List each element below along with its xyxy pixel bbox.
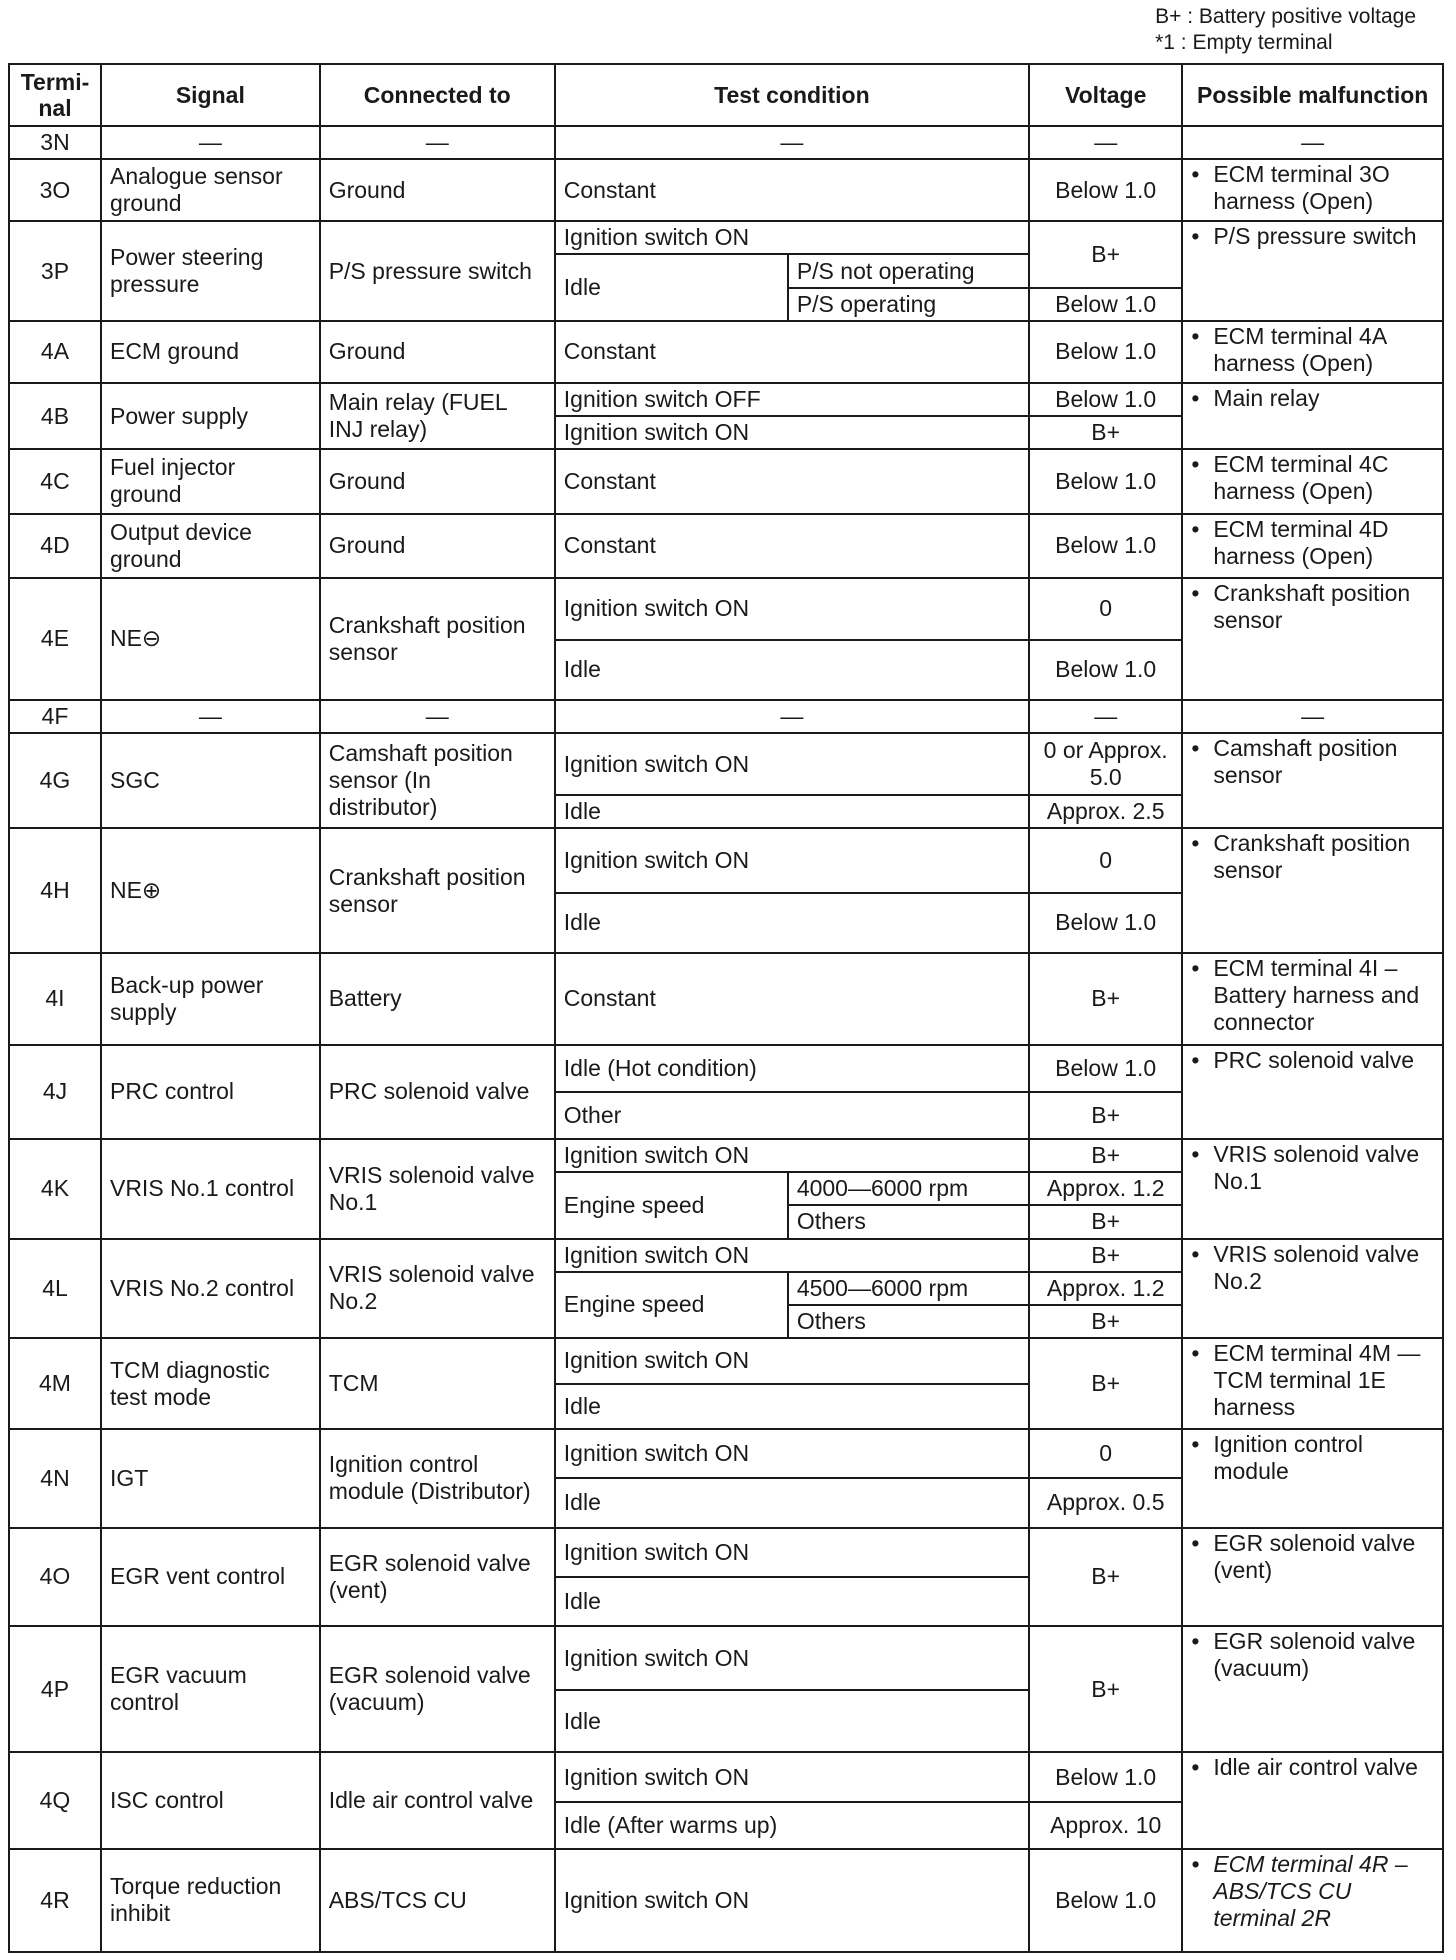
voltage-cell: B+ [1029, 1205, 1182, 1238]
voltage-cell: Below 1.0 [1029, 514, 1182, 578]
bullet-marker: • [1191, 1529, 1200, 1556]
malfunction-text: ECM terminal 4M — TCM terminal 1E harness [1213, 1340, 1421, 1421]
condition-cell: Ignition switch ON [555, 1139, 1029, 1172]
malfunction-text: PRC solenoid valve [1213, 1046, 1415, 1073]
malfunction-text: Idle air control valve [1213, 1754, 1418, 1781]
voltage-cell: B+ [1029, 1305, 1182, 1338]
bullet-marker: • [1191, 1628, 1200, 1655]
condition-cell: Engine speed [555, 1172, 788, 1238]
condition-cell: Ignition switch ON [555, 578, 1029, 640]
connected-cell: Idle air control valve [320, 1752, 555, 1848]
malfunction-text: VRIS solenoid valve No.2 [1213, 1240, 1420, 1294]
voltage-cell: B+ [1029, 953, 1182, 1045]
connected-cell: Ground [320, 159, 555, 221]
signal-cell: VRIS No.1 control [101, 1139, 320, 1239]
malfunction-cell [1182, 1752, 1443, 1848]
malfunction-cell [1182, 1045, 1443, 1139]
empty-dash: — [1029, 126, 1182, 159]
bullet-marker: • [1191, 384, 1200, 411]
header-possible-malfunction: Possible malfunction [1182, 64, 1443, 126]
table-row [9, 578, 1443, 640]
table-row [9, 1849, 1443, 1952]
signal-cell: Power supply [101, 383, 320, 449]
signal-cell: EGR vent control [101, 1528, 320, 1627]
condition-cell: Other [555, 1092, 1029, 1139]
signal-cell: Power steering pressure [101, 221, 320, 321]
header-row [9, 64, 1443, 126]
connected-cell: Ground [320, 321, 555, 383]
bullet-marker: • [1191, 1754, 1200, 1781]
condition-cell: Ignition switch ON [555, 1626, 1029, 1690]
bullet-marker: • [1191, 1046, 1200, 1073]
signal-cell: ISC control [101, 1752, 320, 1848]
signal-cell: TCM diagnostic test mode [101, 1338, 320, 1429]
terminal-cell: 4I [9, 953, 101, 1045]
condition-cell: Idle [555, 893, 1029, 953]
condition-cell: Ignition switch ON [555, 221, 1029, 254]
bullet-marker: • [1191, 1431, 1200, 1458]
signal-cell: NE⊖ [101, 578, 320, 700]
voltage-cell: 0 or Approx. 5.0 [1029, 733, 1182, 795]
malfunction-text: Camshaft position sensor [1213, 735, 1398, 789]
signal-cell: SGC [101, 733, 320, 828]
sub-condition-cell: 4000—6000 rpm [788, 1172, 1029, 1205]
connected-cell: Crankshaft position sensor [320, 828, 555, 952]
empty-dash: — [555, 700, 1029, 733]
legend-empty-terminal: *1 : Empty terminal [1155, 31, 1333, 54]
connected-cell: EGR solenoid valve (vent) [320, 1528, 555, 1627]
condition-cell: Ignition switch ON [555, 733, 1029, 795]
terminal-cell: 4H [9, 828, 101, 952]
condition-cell: Constant [555, 449, 1029, 513]
condition-cell: Idle [555, 1478, 1029, 1527]
bullet-marker: • [1191, 735, 1200, 762]
voltage-cell: B+ [1029, 1239, 1182, 1272]
connected-cell: ABS/TCS CU [320, 1849, 555, 1952]
voltage-cell: Below 1.0 [1029, 159, 1182, 221]
voltage-cell: B+ [1029, 1338, 1182, 1429]
malfunction-cell [1182, 1849, 1443, 1952]
malfunction-text: EGR solenoid valve (vent) [1213, 1529, 1416, 1583]
terminal-cell: 4A [9, 321, 101, 383]
terminal-cell: 4C [9, 449, 101, 513]
connected-cell: PRC solenoid valve [320, 1045, 555, 1139]
bullet-marker: • [1191, 322, 1200, 349]
terminal-cell: 4P [9, 1626, 101, 1752]
connected-cell: Ground [320, 449, 555, 513]
bullet-marker: • [1191, 1850, 1200, 1877]
voltage-cell: Approx. 10 [1029, 1802, 1182, 1849]
terminal-cell: 4J [9, 1045, 101, 1139]
terminal-cell: 4F [9, 700, 101, 733]
connected-cell: EGR solenoid valve (vacuum) [320, 1626, 555, 1752]
malfunction-cell [1182, 514, 1443, 578]
table-row [9, 1045, 1443, 1092]
empty-dash: — [320, 700, 555, 733]
bullet-marker: • [1191, 1340, 1200, 1367]
malfunction-cell [1182, 1338, 1443, 1429]
empty-dash: — [101, 700, 320, 733]
empty-dash: — [320, 126, 555, 159]
voltage-cell: Below 1.0 [1029, 1752, 1182, 1801]
legend-battery: B+ : Battery positive voltage [1155, 5, 1416, 28]
header-terminal: Termi-nal [9, 64, 101, 126]
bullet-marker: • [1191, 954, 1200, 981]
malfunction-cell [1182, 159, 1443, 221]
table-row [9, 1139, 1443, 1172]
condition-cell: Ignition switch ON [555, 1528, 1029, 1577]
malfunction-text: ECM terminal 4A harness (Open) [1213, 322, 1386, 376]
signal-cell: Back-up power supply [101, 953, 320, 1045]
bullet-marker: • [1191, 1240, 1200, 1267]
connected-cell: Battery [320, 953, 555, 1045]
terminal-cell: 4O [9, 1528, 101, 1627]
voltage-cell: Approx. 1.2 [1029, 1272, 1182, 1305]
ecm-terminal-table [8, 63, 1444, 1953]
empty-dash: — [1182, 700, 1443, 733]
terminal-cell: 4R [9, 1849, 101, 1952]
voltage-cell: Approx. 2.5 [1029, 795, 1182, 828]
condition-cell: Idle [555, 1577, 1029, 1626]
voltage-cell: B+ [1029, 1139, 1182, 1172]
voltage-cell: B+ [1029, 416, 1182, 449]
empty-dash: — [555, 126, 1029, 159]
condition-cell: Constant [555, 321, 1029, 383]
sub-condition-cell: Others [788, 1205, 1029, 1238]
table-row [9, 1429, 1443, 1478]
connected-cell: Ignition control module (Distributor) [320, 1429, 555, 1528]
connected-cell: VRIS solenoid valve No.1 [320, 1139, 555, 1239]
terminal-cell: 4M [9, 1338, 101, 1429]
table-row [9, 321, 1443, 383]
sub-condition-cell: 4500—6000 rpm [788, 1272, 1029, 1305]
malfunction-text: VRIS solenoid valve No.1 [1213, 1140, 1420, 1194]
table-row [9, 383, 1443, 416]
malfunction-text: ECM terminal 4R – ABS/TCS CU terminal 2R [1213, 1850, 1408, 1931]
table-row [9, 1752, 1443, 1801]
malfunction-cell [1182, 321, 1443, 383]
condition-cell: Ignition switch ON [555, 1338, 1029, 1384]
connected-cell: Crankshaft position sensor [320, 578, 555, 700]
signal-cell: Fuel injector ground [101, 449, 320, 513]
bullet-marker: • [1191, 223, 1200, 250]
sub-condition-cell: P/S not operating [788, 254, 1029, 287]
table-row [9, 221, 1443, 254]
connected-cell: Camshaft position sensor (In distributor) [320, 733, 555, 828]
malfunction-text: P/S pressure switch [1213, 223, 1417, 250]
malfunction-cell [1182, 221, 1443, 321]
sub-condition-cell: Others [788, 1305, 1029, 1338]
bullet-marker: • [1191, 515, 1200, 542]
connected-cell: Main relay (FUEL INJ relay) [320, 383, 555, 449]
malfunction-cell [1182, 733, 1443, 828]
legend [1155, 4, 1416, 56]
header-voltage: Voltage [1029, 64, 1182, 126]
voltage-cell: 0 [1029, 578, 1182, 640]
signal-cell: VRIS No.2 control [101, 1239, 320, 1339]
condition-cell: Engine speed [555, 1272, 788, 1338]
header-connected-to: Connected to [320, 64, 555, 126]
malfunction-cell [1182, 1139, 1443, 1239]
voltage-cell: Below 1.0 [1029, 1849, 1182, 1952]
table-row [9, 159, 1443, 221]
condition-cell: Idle [555, 254, 788, 320]
terminal-cell: 3P [9, 221, 101, 321]
empty-dash: — [1182, 126, 1443, 159]
table-row [9, 514, 1443, 578]
table-row [9, 828, 1443, 892]
voltage-cell: Approx. 0.5 [1029, 1478, 1182, 1527]
malfunction-cell [1182, 578, 1443, 700]
voltage-cell: Below 1.0 [1029, 1045, 1182, 1092]
malfunction-text: Crankshaft position sensor [1213, 579, 1411, 633]
condition-cell: Idle (Hot condition) [555, 1045, 1029, 1092]
table-row [9, 449, 1443, 513]
signal-cell: Analogue sensor ground [101, 159, 320, 221]
table-row [9, 733, 1443, 795]
signal-cell: IGT [101, 1429, 320, 1528]
bullet-marker: • [1191, 830, 1200, 857]
terminal-cell: 4D [9, 514, 101, 578]
malfunction-text: Ignition control module [1213, 1431, 1363, 1485]
malfunction-cell [1182, 383, 1443, 449]
malfunction-text: Crankshaft position sensor [1213, 830, 1411, 884]
empty-dash: — [1029, 700, 1182, 733]
condition-cell: Idle [555, 1690, 1029, 1752]
header-test-condition: Test condition [555, 64, 1029, 126]
malfunction-cell [1182, 953, 1443, 1045]
terminal-cell: 4N [9, 1429, 101, 1528]
terminal-cell: 4L [9, 1239, 101, 1339]
connected-cell: TCM [320, 1338, 555, 1429]
terminal-cell: 4E [9, 578, 101, 700]
voltage-cell: Below 1.0 [1029, 449, 1182, 513]
condition-cell: Idle [555, 795, 1029, 828]
malfunction-text: ECM terminal 4D harness (Open) [1213, 515, 1389, 569]
terminal-cell: 4B [9, 383, 101, 449]
terminal-cell: 4K [9, 1139, 101, 1239]
table-row [9, 126, 1443, 159]
voltage-cell: 0 [1029, 1429, 1182, 1478]
bullet-marker: • [1191, 451, 1200, 478]
condition-cell: Ignition switch OFF [555, 383, 1029, 416]
condition-cell: Ignition switch ON [555, 828, 1029, 892]
condition-cell: Ignition switch ON [555, 1849, 1029, 1952]
voltage-cell: B+ [1029, 1092, 1182, 1139]
signal-cell: EGR vacuum control [101, 1626, 320, 1752]
sub-condition-cell: P/S operating [788, 288, 1029, 321]
condition-cell: Idle (After warms up) [555, 1802, 1029, 1849]
bullet-marker: • [1191, 1140, 1200, 1167]
signal-cell: PRC control [101, 1045, 320, 1139]
voltage-cell: Below 1.0 [1029, 288, 1182, 321]
terminal-cell: 3N [9, 126, 101, 159]
table-row [9, 1239, 1443, 1272]
voltage-cell: Below 1.0 [1029, 640, 1182, 700]
malfunction-text: Main relay [1213, 384, 1320, 411]
empty-dash: — [101, 126, 320, 159]
table-row [9, 700, 1443, 733]
terminal-cell: 4Q [9, 1752, 101, 1848]
condition-cell: Ignition switch ON [555, 416, 1029, 449]
voltage-cell: 0 [1029, 828, 1182, 892]
malfunction-text: ECM terminal 4I – Battery harness and connector [1213, 954, 1420, 1035]
condition-cell: Ignition switch ON [555, 1239, 1029, 1272]
condition-cell: Idle [555, 1384, 1029, 1430]
table-row [9, 1338, 1443, 1384]
malfunction-cell [1182, 828, 1443, 952]
terminal-cell: 3O [9, 159, 101, 221]
signal-cell: ECM ground [101, 321, 320, 383]
malfunction-cell [1182, 1239, 1443, 1339]
malfunction-cell [1182, 449, 1443, 513]
terminal-cell: 4G [9, 733, 101, 828]
malfunction-cell [1182, 1626, 1443, 1752]
voltage-cell: Below 1.0 [1029, 383, 1182, 416]
bullet-marker: • [1191, 579, 1200, 606]
table-row [9, 1626, 1443, 1690]
bullet-marker: • [1191, 161, 1200, 188]
voltage-cell: Approx. 1.2 [1029, 1172, 1182, 1205]
signal-cell: NE⊕ [101, 828, 320, 952]
table-row [9, 1528, 1443, 1577]
condition-cell: Constant [555, 514, 1029, 578]
condition-cell: Constant [555, 953, 1029, 1045]
malfunction-cell [1182, 1429, 1443, 1528]
condition-cell: Ignition switch ON [555, 1429, 1029, 1478]
connected-cell: Ground [320, 514, 555, 578]
voltage-cell: B+ [1029, 1626, 1182, 1752]
connected-cell: VRIS solenoid valve No.2 [320, 1239, 555, 1339]
malfunction-text: ECM terminal 4C harness (Open) [1213, 451, 1389, 505]
malfunction-text: EGR solenoid valve (vacuum) [1213, 1628, 1416, 1682]
voltage-cell: Below 1.0 [1029, 893, 1182, 953]
condition-cell: Idle [555, 640, 1029, 700]
malfunction-cell [1182, 1528, 1443, 1627]
condition-cell: Constant [555, 159, 1029, 221]
signal-cell: Output device ground [101, 514, 320, 578]
voltage-cell: Below 1.0 [1029, 321, 1182, 383]
header-signal: Signal [101, 64, 320, 126]
malfunction-text: ECM terminal 3O harness (Open) [1213, 161, 1390, 215]
table-row [9, 953, 1443, 1045]
connected-cell: P/S pressure switch [320, 221, 555, 321]
voltage-cell: B+ [1029, 1528, 1182, 1627]
condition-cell: Ignition switch ON [555, 1752, 1029, 1801]
signal-cell: Torque reduction inhibit [101, 1849, 320, 1952]
voltage-cell: B+ [1029, 221, 1182, 287]
